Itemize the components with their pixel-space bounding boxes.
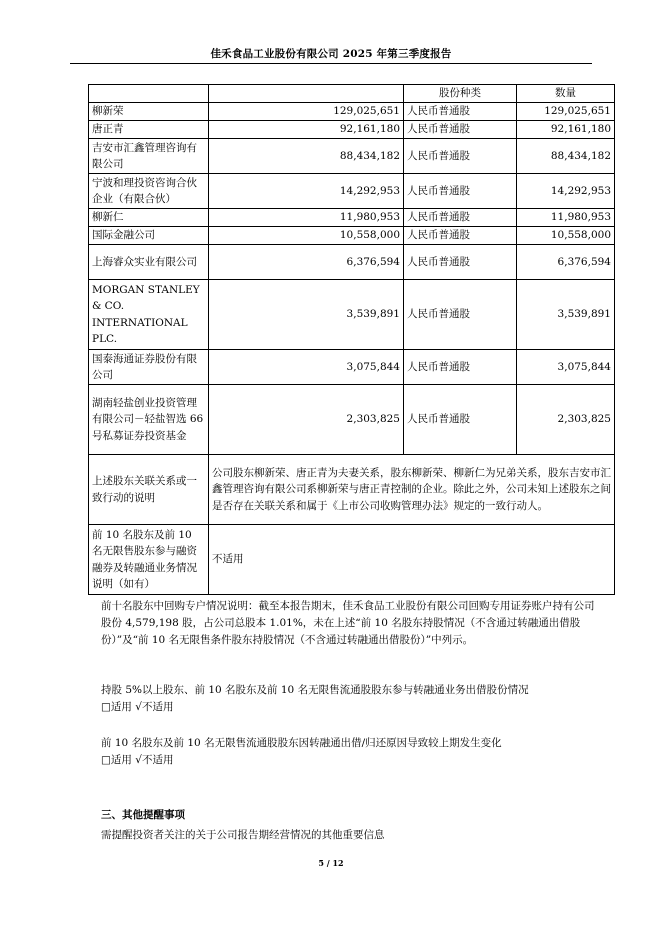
buyback-note: 前十名股东中回购专户情况说明：截至本报告期末，佳禾食品工业股份有限公司回购专用证券账户持有公司股份 4,579,198 股，占公司总股本 1.01%，未在上述“前 10 名股东持股情况（不含通过转融通出借股份）”及“前 10 名无限售条件股东持股情况（不含通过转融通出借股份）”中列示。 [101,600,595,646]
holder-qty: 3,075,844 [209,350,404,385]
header-share-type: 股份种类 [404,85,517,103]
section-intro: 需提醒投资者关注的关于公司报告期经营情况的其他重要信息 [101,829,385,841]
holder-share-amount: 14,292,953 [517,174,615,209]
holder-qty: 2,303,825 [209,385,404,455]
holder-qty: 92,161,180 [209,121,404,139]
shareholders-table [88,84,615,595]
table-row [89,280,615,350]
holder-share-amount: 10,558,000 [517,227,615,245]
change-title: 前 10 名股东及前 10 名无限售流通股股东因转融通出借/归还原因导致较上期发生变化 [101,737,502,749]
holder-name: 吉安市汇鑫管理咨询有限公司 [89,139,209,174]
holder-share-amount: 88,434,182 [517,139,615,174]
holder-qty: 6,376,594 [209,245,404,280]
holder-name: 宁波和理投资咨询合伙企业（有限合伙） [89,174,209,209]
holder-name: 唐正青 [89,121,209,139]
page-number: 5 / 12 [318,858,344,868]
table-header-row [89,85,615,103]
holder-share-type: 人民币普通股 [404,209,517,227]
holder-name: 国泰海通证券股份有限公司 [89,350,209,385]
holder-share-amount: 92,161,180 [517,121,615,139]
holder-share-type: 人民币普通股 [404,245,517,280]
table-row [89,139,615,174]
holder-name: MORGAN STANLEY & CO. INTERNATIONAL PLC. [89,280,209,350]
margin-text: 不适用 [209,525,615,595]
holder-name: 柳新仁 [89,209,209,227]
header-qty [209,85,404,103]
holder-qty: 3,539,891 [209,280,404,350]
holder-share-type: 人民币普通股 [404,174,517,209]
holder-name: 上海睿众实业有限公司 [89,245,209,280]
holder-share-type: 人民币普通股 [404,350,517,385]
table-row [89,350,615,385]
holder-name: 柳新荣 [89,103,209,121]
holder-share-amount: 6,376,594 [517,245,615,280]
holder-qty: 11,980,953 [209,209,404,227]
change-option: □适用 √不适用 [101,754,174,766]
header-rule [70,63,592,64]
relation-label: 上述股东关联关系或一致行动的说明 [89,455,209,525]
holder-share-amount: 129,025,651 [517,103,615,121]
holder-share-amount: 3,539,891 [517,280,615,350]
holder-share-type: 人民币普通股 [404,385,517,455]
table-row [89,121,615,139]
table-row [89,227,615,245]
header-name [89,85,209,103]
header-share-qty: 数量 [517,85,615,103]
relation-row [89,455,615,525]
holder-share-amount: 3,075,844 [517,350,615,385]
relation-text: 公司股东柳新荣、唐正青为夫妻关系，股东柳新荣、柳新仁为兄弟关系，股东吉安市汇鑫管理咨询有限公司系柳新荣与唐正青控制的企业。除此之外，公司未知上述股东之间是否存在关联关系和属于《上市公司收购管理办法》规定的一致行动人。 [209,455,615,525]
lending-title: 持股 5%以上股东、前 10 名股东及前 10 名无限售流通股股东参与转融通业务出借股份情况 [101,684,529,696]
holder-share-type: 人民币普通股 [404,280,517,350]
table-row [89,209,615,227]
holder-qty: 10,558,000 [209,227,404,245]
margin-label: 前 10 名股东及前 10 名无限售股东参与融资融券及转融通业务情况说明（如有） [89,525,209,595]
holder-share-type: 人民币普通股 [404,227,517,245]
table-row [89,103,615,121]
table-row [89,385,615,455]
margin-row [89,525,615,595]
holder-share-type: 人民币普通股 [404,139,517,174]
holder-share-amount: 11,980,953 [517,209,615,227]
holder-qty: 129,025,651 [209,103,404,121]
table-row [89,174,615,209]
holder-name: 国际金融公司 [89,227,209,245]
holder-share-type: 人民币普通股 [404,103,517,121]
holder-qty: 14,292,953 [209,174,404,209]
holder-share-type: 人民币普通股 [404,121,517,139]
lending-option: □适用 √不适用 [101,701,174,713]
holder-qty: 88,434,182 [209,139,404,174]
holder-name: 湖南轻盐创业投资管理有限公司－轻盐智选 66 号私募证券投资基金 [89,385,209,455]
section-title: 三、其他提醒事项 [101,809,185,821]
table-row [89,245,615,280]
holder-share-amount: 2,303,825 [517,385,615,455]
report-header: 佳禾食品工业股份有限公司 2025 年第三季度报告 [210,48,452,60]
